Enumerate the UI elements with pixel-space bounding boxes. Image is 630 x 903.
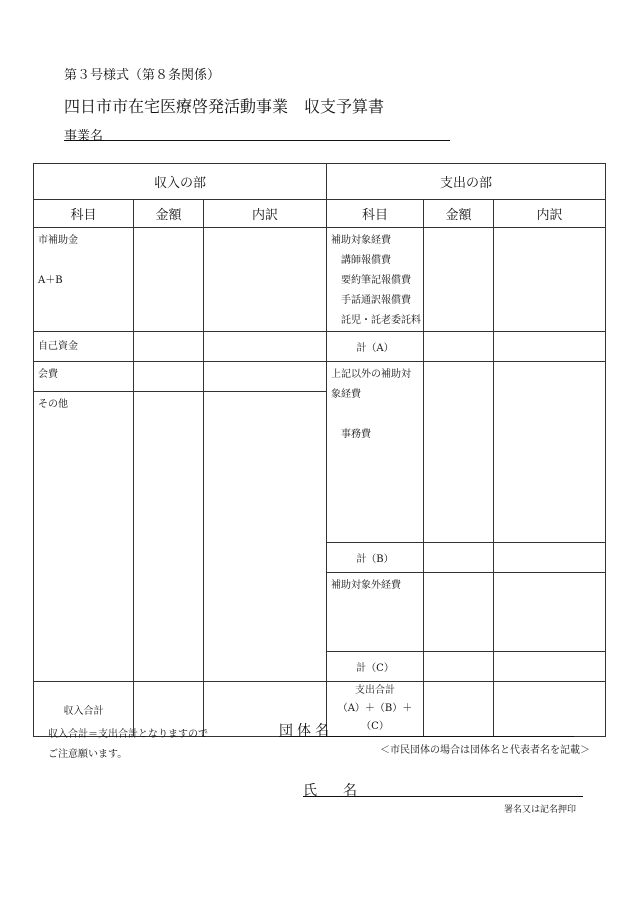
- income-col-detail: 内訳: [204, 200, 327, 228]
- office-expense-label: 事務費: [341, 429, 371, 440]
- expense-other-target-cell: [327, 362, 424, 543]
- detail-cell[interactable]: [494, 543, 606, 573]
- income-section-header: 収入の部: [34, 164, 327, 200]
- amount-cell[interactable]: [424, 573, 494, 652]
- person-name-label: 氏名: [303, 783, 383, 799]
- amount-cell[interactable]: [424, 228, 494, 332]
- income-city-subsidy-cell: [34, 228, 134, 332]
- subtotal-b-label: 計（B）: [327, 543, 424, 573]
- subsidy-target-label: 補助対象経費: [331, 235, 391, 246]
- group-name-note: ＜市民団体の場合は団体名と代表者名を記載＞: [380, 745, 590, 756]
- detail-cell[interactable]: [494, 228, 606, 332]
- amount-cell[interactable]: [424, 362, 494, 543]
- amount-cell[interactable]: [424, 682, 494, 737]
- expense-non-target-cell: [327, 573, 424, 652]
- other-target-label-2: 象経費: [331, 389, 361, 400]
- document-title: 四日市市在宅医療啓発活動事業 収支予算書: [64, 97, 385, 116]
- other-target-label-1: 上記以外の補助対: [331, 369, 411, 380]
- amount-cell[interactable]: [134, 332, 204, 362]
- lecturer-fee-label: 講師報償費: [341, 255, 391, 266]
- person-name-field-line[interactable]: [303, 796, 583, 797]
- amount-cell[interactable]: [424, 543, 494, 573]
- detail-cell[interactable]: [204, 228, 327, 332]
- signature-note: 署名又は記名押印: [504, 805, 577, 815]
- childcare-fee-label: 託児・託老委託料: [341, 315, 421, 326]
- budget-table: [33, 163, 606, 737]
- amount-cell[interactable]: [134, 392, 204, 682]
- project-name-label: 事業名: [64, 129, 104, 144]
- amount-cell[interactable]: [424, 652, 494, 682]
- income-total-label: 収入合計: [34, 682, 134, 737]
- detail-cell[interactable]: [204, 392, 327, 682]
- expense-col-amount: 金額: [424, 200, 494, 228]
- detail-cell[interactable]: [204, 332, 327, 362]
- non-target-label: 補助対象外経費: [331, 580, 401, 591]
- detail-cell[interactable]: [204, 362, 327, 392]
- detail-cell[interactable]: [494, 682, 606, 737]
- project-name-field-line[interactable]: [64, 140, 450, 141]
- other-income-label: その他: [38, 399, 68, 410]
- subtotal-a-label: 計（A）: [327, 332, 424, 362]
- subtotal-c-label: 計（C）: [327, 652, 424, 682]
- city-subsidy-label: 市補助金: [38, 235, 78, 246]
- group-name-label: 団体名: [279, 723, 333, 739]
- expense-total-cell: [327, 682, 424, 737]
- detail-cell[interactable]: [494, 362, 606, 543]
- note-taking-fee-label: 要約筆記報償費: [341, 275, 411, 286]
- own-funds-label: 自己資金: [38, 340, 78, 352]
- balance-note-line1: 収入合計＝支出合計となりますので: [48, 729, 208, 740]
- fees-cell: [34, 362, 134, 392]
- amount-cell[interactable]: [134, 228, 204, 332]
- sign-language-fee-label: 手話通訳報償費: [341, 295, 411, 306]
- expense-section-header: 支出の部: [327, 164, 606, 200]
- detail-cell[interactable]: [494, 332, 606, 362]
- amount-cell[interactable]: [134, 362, 204, 392]
- expense-col-item: 科目: [327, 200, 424, 228]
- expense-subsidy-target-cell: [327, 228, 424, 332]
- expense-total-label: 支出合計: [355, 685, 395, 696]
- income-col-item: 科目: [34, 200, 134, 228]
- income-col-amount: 金額: [134, 200, 204, 228]
- expense-col-detail: 内訳: [494, 200, 606, 228]
- fees-label: 会費: [38, 369, 58, 380]
- detail-cell[interactable]: [494, 652, 606, 682]
- detail-cell[interactable]: [494, 573, 606, 652]
- own-funds-cell: [34, 332, 134, 362]
- balance-note-line2: ご注意願います。: [48, 749, 128, 760]
- form-number: 第３号様式（第８条関係）: [64, 68, 221, 83]
- city-subsidy-formula: A＋B: [38, 275, 63, 286]
- expense-total-formula: （A）＋（B）＋（C）: [337, 703, 413, 732]
- other-income-cell: [34, 392, 134, 682]
- group-name-field-line[interactable]: [279, 736, 574, 737]
- amount-cell[interactable]: [424, 332, 494, 362]
